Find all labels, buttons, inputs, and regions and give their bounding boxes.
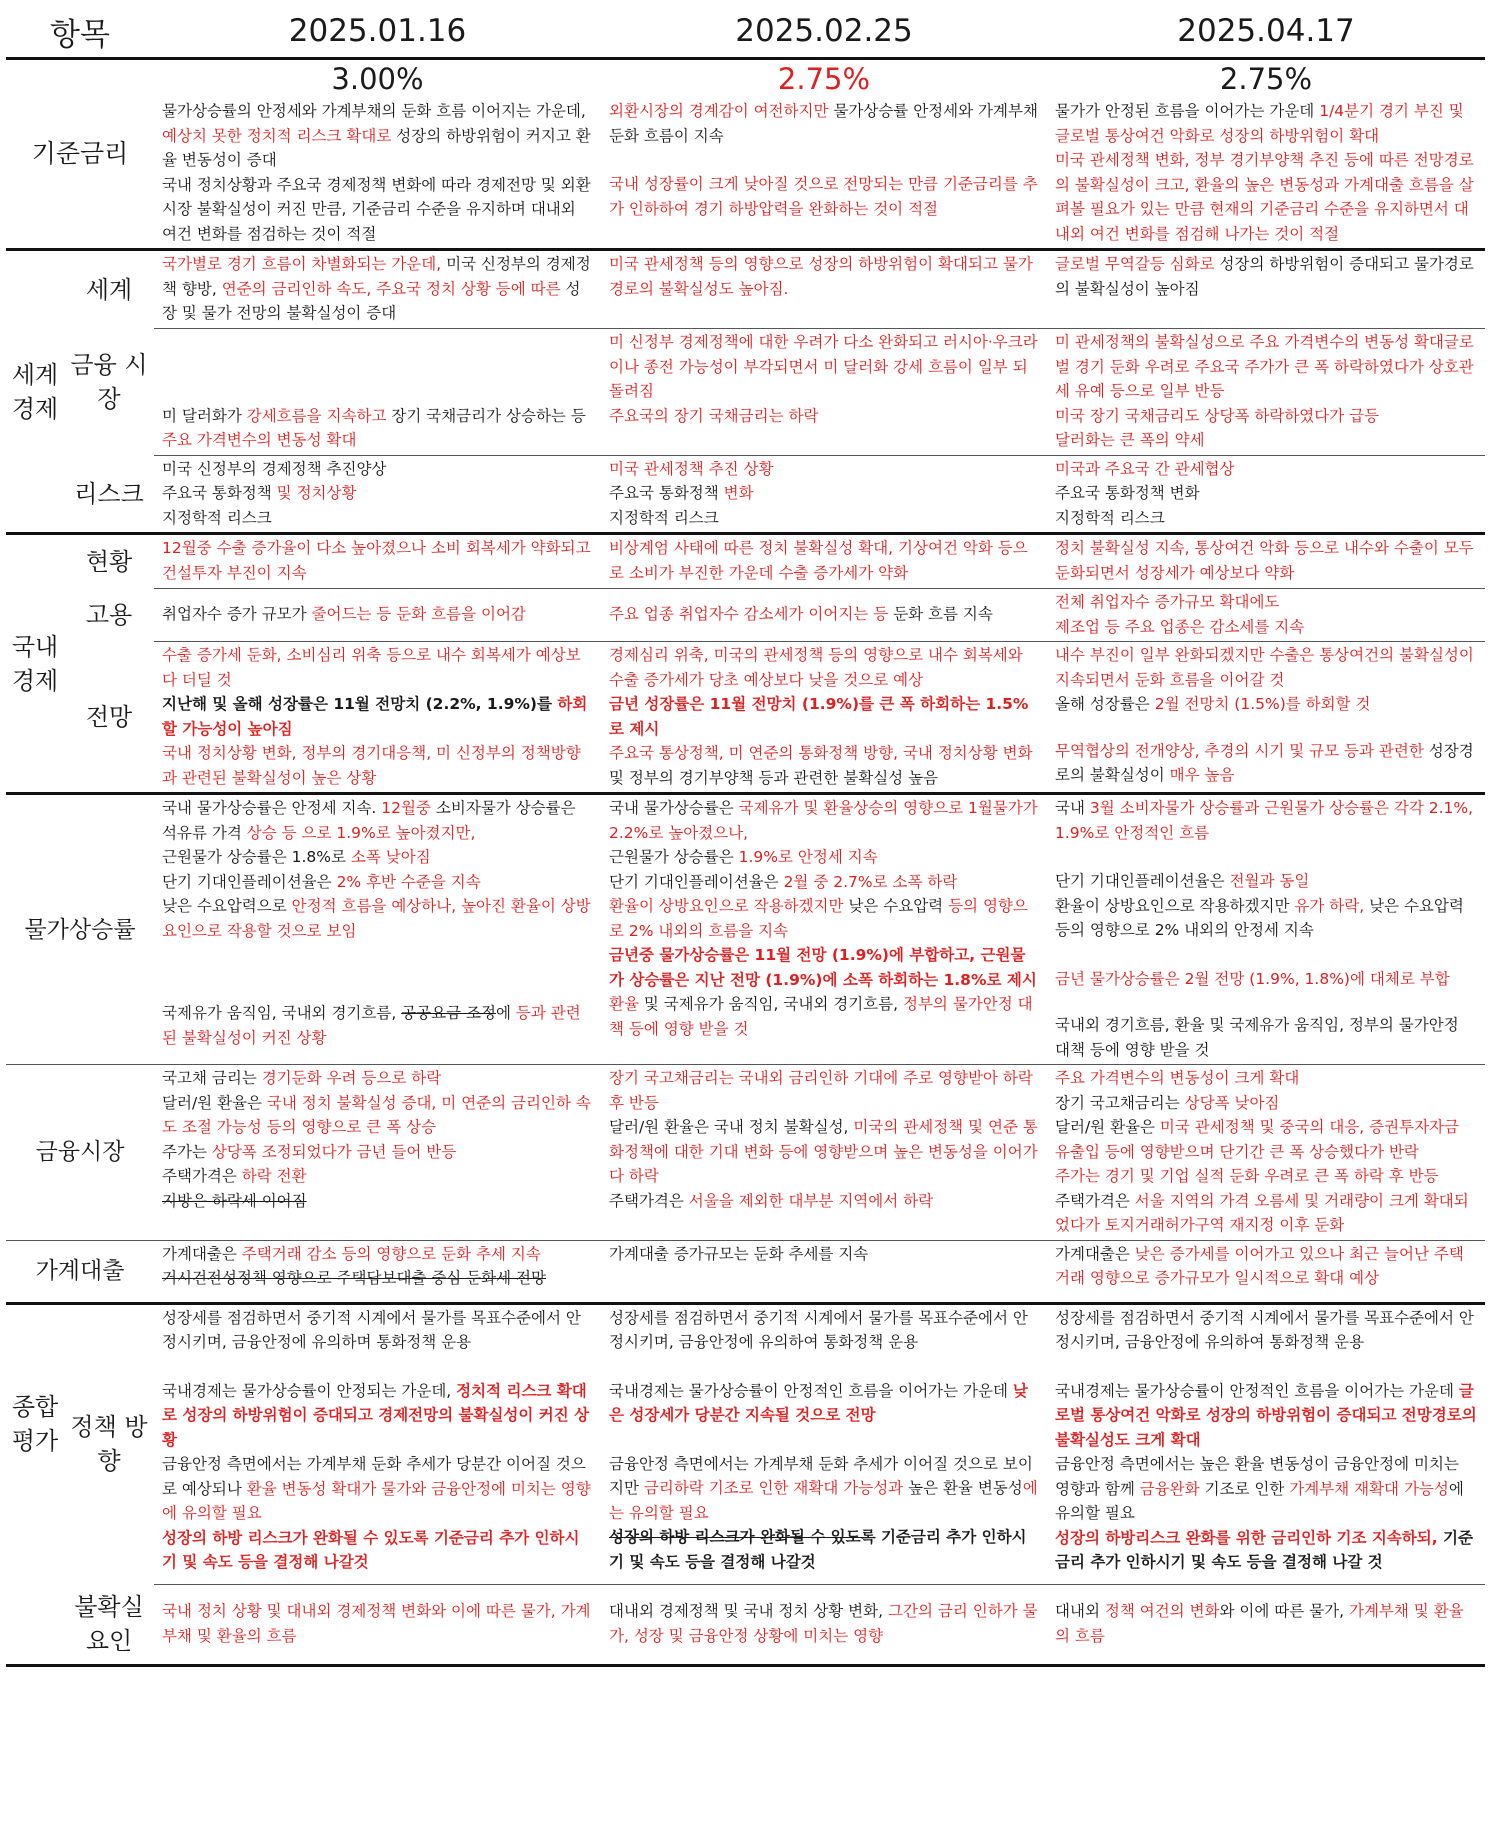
row-world <box>6 250 1485 329</box>
household-cell-1: 가계대출은 주택거래 감소 등의 영향으로 둔화 추세 지속 거시건전성정책 영향으로 주택담보대출 중심 둔화세 전망 <box>154 1240 601 1303</box>
label-domestic-economy: 국내 경제 <box>6 534 64 794</box>
uncertainty-cell-2: 대내외 경제정책 및 국내 정치 상황 변화, 그간의 금리 인하가 물가, 성장 및 금융안정 상황에 미치는 영향 <box>601 1584 1047 1665</box>
outlook-cell-3: 내수 부진이 일부 완화되겠지만 수출은 통상여건의 불확실성이 지속되면서 둔화 흐름을 이어갈 것 올해 성장률은 2월 전망치 (1.5%)를 하회할 것 무역협상의 전개양상, 추경의 시기 및 규모 등과 관련한 성장경로의 불확실성이 매우 높음 <box>1047 642 1485 794</box>
world-cell-1: 국가별로 경기 흐름이 차별화되는 가운데, 미국 신정부의 경제정책 향방, 연준의 금리인하 속도, 주요국 정치 상황 등에 따른 성장 및 물가 전망의 불확실성이 증대 <box>154 250 601 329</box>
row-risk <box>6 455 1485 534</box>
fin-sub-cell-2: 미 신정부 경제정책에 대한 우려가 다소 완화되고 러시아·우크라이나 종전 가능성이 부각되면서 미 달러화 강세 흐름이 일부 되돌려짐 주요국의 장기 국채금리는 하락 <box>601 329 1047 456</box>
uncertainty-cell-3: 대내외 정책 여건의 변화와 이에 따른 물가, 가계부채 및 환율의 흐름 <box>1047 1584 1485 1665</box>
row-financial-sub <box>6 329 1485 456</box>
label-risk: 리스크 <box>64 455 154 534</box>
employment-cell-3: 전체 취업자수 증가규모 확대에도 제조업 등 주요 업종은 감소세를 지속 <box>1047 589 1485 642</box>
row-policy <box>6 1303 1485 1584</box>
row-household-loan <box>6 1240 1485 1303</box>
world-cell-3: 글로벌 무역갈등 심화로 성장의 하방위험이 증대되고 물가경로의 불확실성이 높아짐 <box>1047 250 1485 329</box>
status-cell-1: 12월중 수출 증가율이 다소 높아졌으나 소비 회복세가 약화되고 건설투자 부진이 지속 <box>154 534 601 589</box>
employment-cell-1: 취업자수 증가 규모가 줄어드는 등 둔화 흐름을 이어감 <box>154 589 601 642</box>
household-cell-3: 가계대출은 낮은 증가세를 이어가고 있으나 최근 늘어난 주택거래 영향으로 증가규모가 일시적으로 확대 예상 <box>1047 1240 1485 1303</box>
base-rate-cell-1: 물가상승률의 안정세와 가계부채의 둔화 흐름 이어지는 가운데, 예상치 못한 정치적 리스크 확대로 성장의 하방위험이 커지고 환율 변동성이 증대 국내 정치상황과 주요국 경제정책 변화에 따라 경제전망 및 외환시장 불확실성이 커진 만큼, 기준금리 수준을 유지하며 대내외 여건 변화를 점검하는 것이 적절 <box>154 98 601 250</box>
household-cell-2: 가계대출 증가규모는 둔화 추세를 지속 <box>601 1240 1047 1303</box>
label-inflation: 물가상승률 <box>6 794 154 1065</box>
label-household-loan: 가계대출 <box>6 1240 154 1303</box>
header-date-3: 2025.04.17 <box>1047 5 1485 59</box>
label-employment: 고용 <box>85 601 133 629</box>
rate-2: 2.75% <box>777 62 871 96</box>
header-row <box>6 5 1485 59</box>
status-cell-3: 정치 불확실성 지속, 통상여건 악화 등으로 내수와 수출이 모두 둔화되면서 성장세가 예상보다 약화 <box>1047 534 1485 589</box>
label-outlook: 전망 <box>64 642 154 794</box>
row-financial-market <box>6 1065 1485 1241</box>
inflation-cell-2: 국내 물가상승률은 국제유가 및 환율상승의 영향으로 1월물가가 2.2%로 높아졌으나, 근원물가 상승률은 1.9%로 안정세 지속 단기 기대인플레이션율은 2월 중 2.7%로 소폭 하락 환율이 상방요인으로 작용하겠지만 낮은 수요압력 등의 영향으로 2% 내외의 흐름을 지속 금년중 물가상승률은 11월 전망 (1.9%)에 부합하고, 근원물가 상승률은 지난 전망 (1.9%)에 소폭 하회하는 1.8%로 제시 환율 및 국제유가 움직임, 국내외 경기흐름, 정부의 물가안정 대책 등에 영향 받을 것 <box>601 794 1047 1065</box>
outlook-cell-1: 수출 증가세 둔화, 소비심리 위축 등으로 내수 회복세가 예상보다 더딜 것 지난해 및 올해 성장률은 11월 전망치 (2.2%, 1.9%)를 하회할 가능성이 높아짐 국내 정치상황 변화, 정부의 경기대응책, 미 신정부의 정책방향과 관련된 불확실성이 높은 상황 <box>154 642 601 794</box>
risk-cell-2: 미국 관세정책 추진 상황 주요국 통화정책 변화 지정학적 리스크 <box>601 455 1047 534</box>
employment-cell-2: 주요 업종 취업자수 감소세가 이어지는 등 둔화 흐름 지속 <box>601 589 1047 642</box>
policy-cell-3: 성장세를 점검하면서 중기적 시계에서 물가를 목표수준에서 안정시키며, 금융안정에 유의하여 통화정책 운용 국내경제는 물가상승률이 안정적인 흐름을 이어가는 가운데 글로벌 통상여건 악화로 성장의 하방위험이 증대되고 전망경로의 불확실성도 크게 확대 금융안정 측면에서는 높은 환율 변동성이 금융안정에 미치는 영향과 함께 금융완화 기조로 인한 가계부채 재확대 가능성에 유의할 필요 성장의 하방리스크 완화를 위한 금리인하 기조 지속하되, 기준금리 추가 인하시기 및 속도 등을 결정해 나갈 것 <box>1047 1303 1485 1584</box>
header-date-1: 2025.01.16 <box>154 5 601 59</box>
risk-cell-1: 미국 신정부의 경제정책 추진양상 주요국 통화정책 및 정치상황 지정학적 리스크 <box>154 455 601 534</box>
label-policy: 정책 방향 <box>70 1413 148 1476</box>
label-uncertainty: 불확실 요인 <box>64 1584 154 1665</box>
row-employment <box>6 589 1485 642</box>
policy-cell-2: 성장세를 점검하면서 중기적 시계에서 물가를 목표수준에서 안정시키며, 금융안정에 유의하여 통화정책 운용 국내경제는 물가상승률이 안정적인 흐름을 이어가는 가운데 낮은 성장세가 당분간 지속될 것으로 전망 금융안정 측면에서는 가계부채 둔화 추세가 이어질 것으로 보이지만 금리하락 기조로 인한 재확대 가능성과 높은 환율 변동성에는 유의할 필요 성장의 하방 리스크가 완화될 수 있도록 기준금리 추가 인하시기 및 속도 등을 결정해 나갈것 <box>601 1303 1047 1584</box>
label-world: 세계 <box>85 275 133 304</box>
finmarket-cell-2: 장기 국고채금리는 국내외 금리인하 기대에 주로 영향받아 하락 후 반등 달러/원 환율은 국내 정치 불확실성, 미국의 관세정책 및 연준 통화정책에 대한 기대 변화 등에 영향받으며 높은 변동성을 이어가다 하락 주택가격은 서울을 제외한 대부분 지역에서 하락 <box>601 1065 1047 1241</box>
label-overall: 종합 평가 <box>6 1303 64 1665</box>
label-world-economy: 세계 경제 <box>6 250 64 534</box>
label-status: 현황 <box>85 547 133 576</box>
fin-sub-cell-1: 미 달러화가 강세흐름을 지속하고 장기 국채금리가 상승하는 등 주요 가격변수의 변동성 확대 <box>154 329 601 456</box>
label-financial-market-sub: 금융 시장 <box>70 350 148 413</box>
base-rate-cell-2: 외환시장의 경계감이 여전하지만 물가상승률 안정세와 가계부채 둔화 흐름이 지속 국내 성장률이 크게 낮아질 것으로 전망되는 만큼 기준금리를 추가 인하하여 경기 하방압력을 완화하는 것이 적절 <box>601 98 1047 250</box>
status-cell-2: 비상계엄 사태에 따른 정치 불확실성 확대, 기상여건 악화 등으로 소비가 부진한 가운데 수출 증가세가 약화 <box>601 534 1047 589</box>
fin-sub-cell-3: 미 관세정책의 불확실성으로 주요 가격변수의 변동성 확대글로벌 경기 둔화 우려로 주요국 주가가 큰 폭 하락하였다가 상호관세 유예 등으로 일부 반등 미국 장기 국채금리도 상당폭 하락하였다가 급등 달러화는 큰 폭의 약세 <box>1047 329 1485 456</box>
base-rate-cell-3: 물가가 안정된 흐름을 이어가는 가운데 1/4분기 경기 부진 및 글로벌 통상여건 악화로 성장의 하방위험이 확대 미국 관세정책 변화, 정부 경기부양책 추진 등에 따른 전망경로의 불확실성이 크고, 환율의 높은 변동성과 가계대출 흐름을 살펴볼 필요가 있는 만큼 현재의 기준금리 수준을 유지하면서 대내외 여건 변화를 점검해 나가는 것이 적절 <box>1047 98 1485 250</box>
header-item: 항목 <box>6 5 154 59</box>
rate-1: 3.00% <box>331 62 424 96</box>
row-outlook <box>6 642 1485 794</box>
inflation-cell-1: 국내 물가상승률은 안정세 지속. 12월중 소비자물가 상승률은 석유류 가격 상승 등 으로 1.9%로 높아졌지만, 근원물가 상승률은 1.8%로 소폭 낮아짐 단기 기대인플레이션율은 2% 후반 수준을 지속 낮은 수요압력으로 안정적 흐름을 예상하나, 높아진 환율이 상방요인으로 작용할 것으로 보임 국제유가 움직임, 국내외 경기흐름, 공공요금 조정에 등과 관련된 불확실성이 커진 상황 <box>154 794 601 1065</box>
row-uncertainty <box>6 1584 1485 1665</box>
label-financial-market: 금융시장 <box>6 1065 154 1241</box>
finmarket-cell-1: 국고채 금리는 경기둔화 우려 등으로 하락 달러/원 환율은 국내 정치 불확실성 증대, 미 연준의 금리인하 속도 조절 가능성 등의 영향으로 큰 폭 상승 주가는 상당폭 조정되었다가 금년 들어 반등 주택가격은 하락 전환 지방은 하락세 이어짐 <box>154 1065 601 1241</box>
world-cell-2: 미국 관세정책 등의 영향으로 성장의 하방위험이 확대되고 물가경로의 불확실성도 높아짐. <box>601 250 1047 329</box>
label-base-rate: 기준금리 <box>6 59 154 250</box>
rate-3: 2.75% <box>1219 62 1313 96</box>
policy-cell-1: 성장세를 점검하면서 중기적 시계에서 물가를 목표수준에서 안정시키며, 금융안정에 유의하며 통화정책 운용 국내경제는 물가상승률이 안정되는 가운데, 정치적 리스크 확대로 성장의 하방위험이 증대되고 경제전망의 불확실성이 커진 상황 금융안정 측면에서는 가계부채 둔화 추세가 당분간 이어질 것으로 예상되나 환율 변동성 확대가 물가와 금융안정에 미치는 영향에 유의할 필요 성장의 하방 리스크가 완화될 수 있도록 기준금리 추가 인하시기 및 속도 등을 결정해 나갈것 <box>154 1303 601 1584</box>
risk-cell-3: 미국과 주요국 간 관세협상 주요국 통화정책 변화 지정학적 리스크 <box>1047 455 1485 534</box>
header-date-2: 2025.02.25 <box>601 5 1047 59</box>
row-base-rate-text <box>6 98 1485 250</box>
row-inflation <box>6 794 1485 1065</box>
outlook-cell-2: 경제심리 위축, 미국의 관세정책 등의 영향으로 내수 회복세와 수출 증가세가 당초 예상보다 낮을 것으로 예상 금년 성장률은 11월 전망치 (1.9%)를 큰 폭 하회하는 1.5%로 제시 주요국 통상정책, 미 연준의 통화정책 방향, 국내 정치상황 변화 및 정부의 경기부양책 등과 관련한 불확실성 높음 <box>601 642 1047 794</box>
row-status <box>6 534 1485 589</box>
inflation-cell-3: 국내 3월 소비자물가 상승률과 근원물가 상승률은 각각 2.1%, 1.9%로 안정적인 흐름 단기 기대인플레이션율은 전월과 동일 환율이 상방요인으로 작용하겠지만 유가 하락, 낮은 수요압력 등의 영향으로 2% 내외의 안정세 지속 금년 물가상승률은 2월 전망 (1.9%, 1.8%)에 대체로 부합 국내외 경기흐름, 환율 및 국제유가 움직임, 정부의 물가안정 대책 등에 영향 받을 것 <box>1047 794 1485 1065</box>
rate-decision-table <box>6 5 1485 1667</box>
uncertainty-cell-1: 국내 정치 상황 및 대내외 경제정책 변화와 이에 따른 물가, 가계부채 및 환율의 흐름 <box>154 1584 601 1665</box>
row-base-rate <box>6 59 1485 99</box>
finmarket-cell-3: 주요 가격변수의 변동성이 크게 확대 장기 국고채금리는 상당폭 낮아짐 달러/원 환율은 미국 관세정책 및 중국의 대응, 증권투자자금 유출입 등에 영향받으며 단기간 큰 폭 상승했다가 반락 주가는 경기 및 기업 실적 둔화 우려로 큰 폭 하락 후 반등 주택가격은 서울 지역의 가격 오름세 및 거래량이 크게 확대되었다가 토지거래허가구역 재지정 이후 둔화 <box>1047 1065 1485 1241</box>
